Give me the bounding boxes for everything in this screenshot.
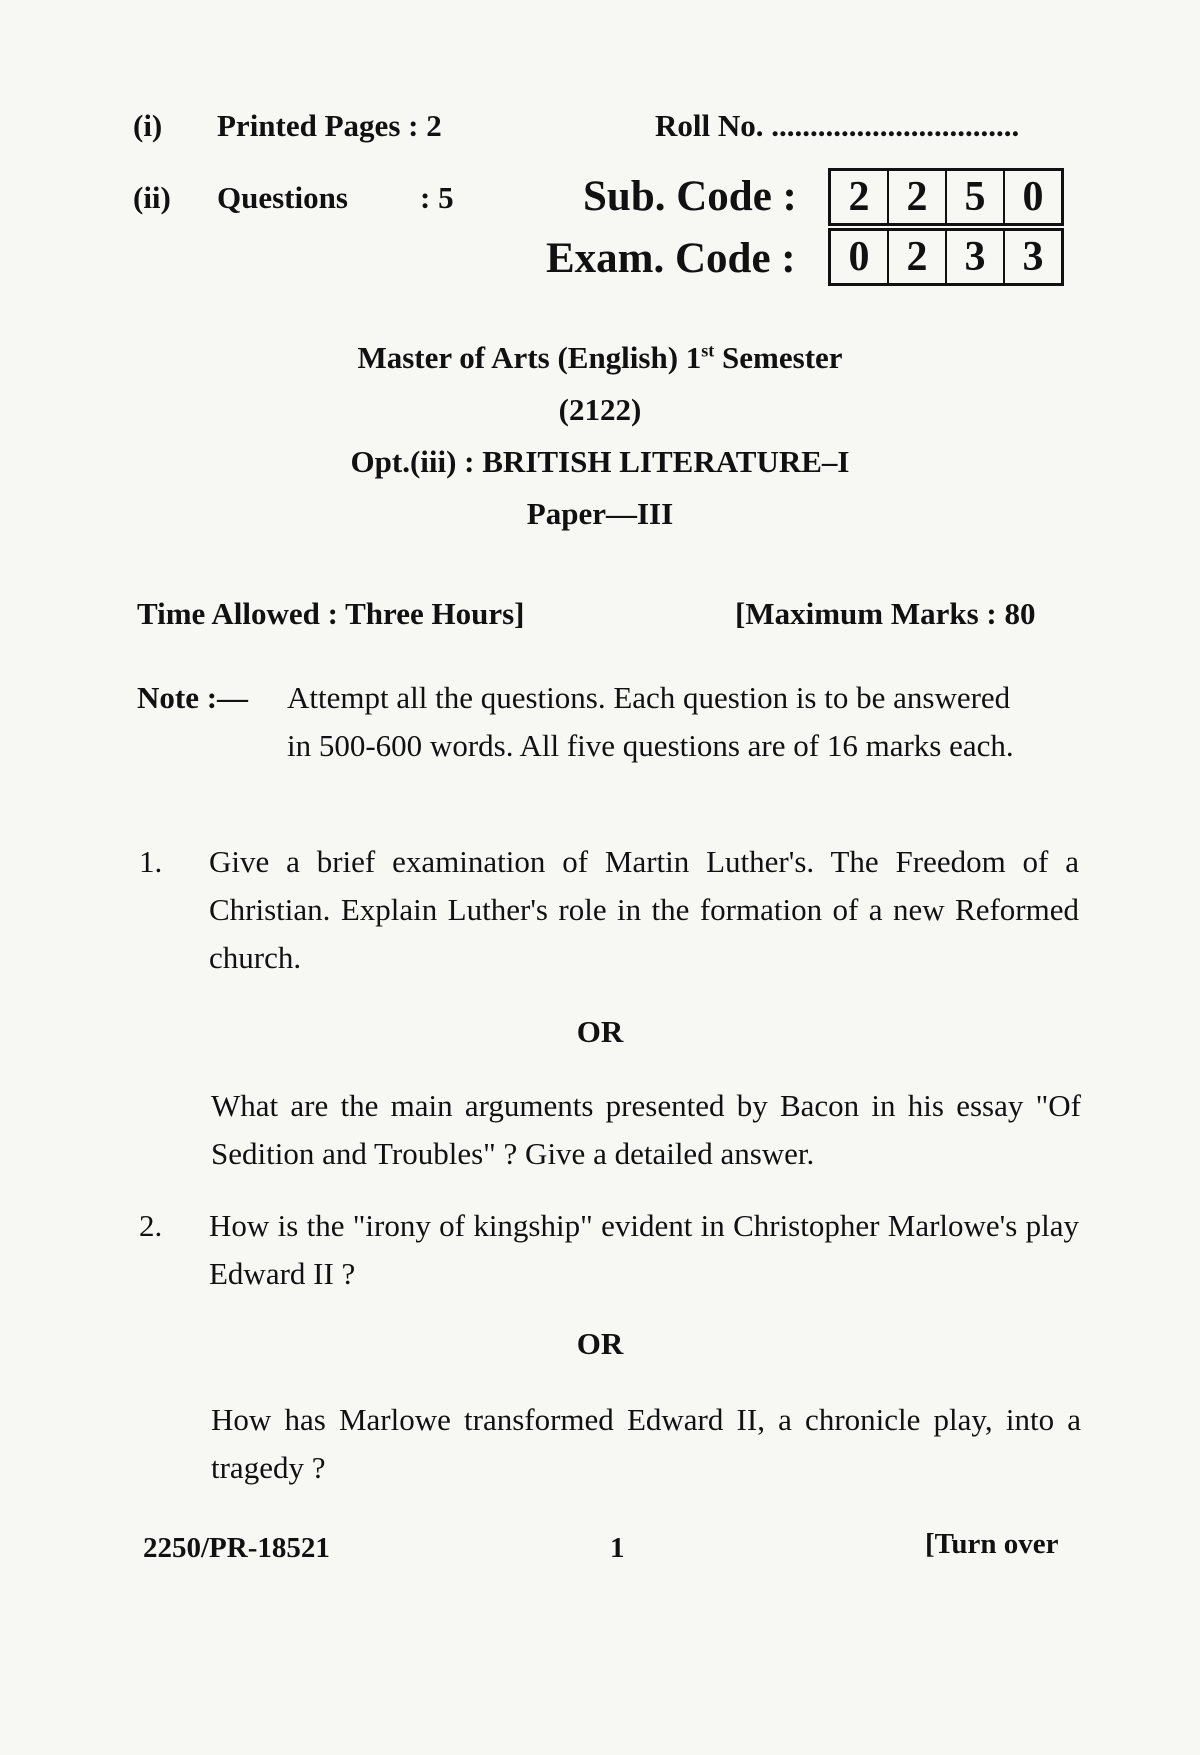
question-text: Give a brief examination of Martin Luther's. The Freedom of a Christian. Explain Luther's role in the formation of a new Reformed church. [209, 844, 1079, 975]
course-title: Opt.(iii) : BRITISH LITERATURE–I [350, 444, 850, 479]
note-label: Note :— [137, 680, 249, 715]
question-alternative: What are the main arguments presented by Bacon in his essay "Of Sedition and Troubles" ? Give a detailed answer. [211, 1088, 1081, 1171]
exam-code-digit: 0 [831, 231, 889, 283]
questions-value: : 5 [420, 180, 454, 215]
session: (2122) [558, 392, 642, 427]
roll-no-label: Roll No. ................................ [655, 108, 1020, 143]
paper-code: 2250/PR-18521 [143, 1532, 330, 1564]
sub-code-digit: 2 [889, 171, 947, 223]
program-title [0, 340, 1200, 376]
program-title-sup: st [701, 340, 715, 361]
note-line-2: in 500-600 words. All five questions are of 16 marks each. [287, 728, 1014, 763]
sub-code-box [828, 168, 1064, 226]
question-text: How is the "irony of kingship" evident in Christopher Marlowe's play Edward II ? [209, 1208, 1079, 1291]
sub-code-digit: 2 [831, 171, 889, 223]
questions-label: Questions [217, 180, 348, 215]
sub-code-digit: 0 [1022, 174, 1044, 220]
printed-pages-index: (i) [133, 108, 163, 143]
question-number: 2. [139, 1208, 163, 1243]
sub-code-label: Sub. Code : [583, 173, 797, 220]
program-title-suffix: Semester [714, 340, 843, 375]
time-allowed: Time Allowed : Three Hours] [137, 596, 525, 631]
or-divider: OR [576, 1326, 624, 1361]
paper-title: Paper—III [526, 496, 674, 531]
questions-index: (ii) [133, 180, 171, 215]
question-number: 1. [139, 844, 163, 879]
program-title-prefix: Master of Arts (English) 1 [357, 340, 702, 375]
exam-code-box [828, 228, 1064, 286]
printed-pages-label: Printed Pages : 2 [217, 108, 442, 143]
exam-code-digit: 3 [947, 231, 1005, 283]
exam-code-digit: 2 [889, 231, 947, 283]
turn-over: [Turn over [925, 1528, 1059, 1560]
exam-code-label: Exam. Code : [546, 235, 796, 282]
sub-code-digit: 5 [947, 171, 1005, 223]
question-alternative: How has Marlowe transformed Edward II, a chronicle play, into a tragedy ? [211, 1402, 1081, 1485]
exam-code-digit: 3 [1022, 234, 1044, 280]
max-marks: [Maximum Marks : 80 [735, 596, 1036, 631]
page-number: 1 [610, 1532, 625, 1564]
or-divider: OR [576, 1014, 624, 1049]
note-line-1: Attempt all the questions. Each question is to be answered [287, 680, 1011, 715]
